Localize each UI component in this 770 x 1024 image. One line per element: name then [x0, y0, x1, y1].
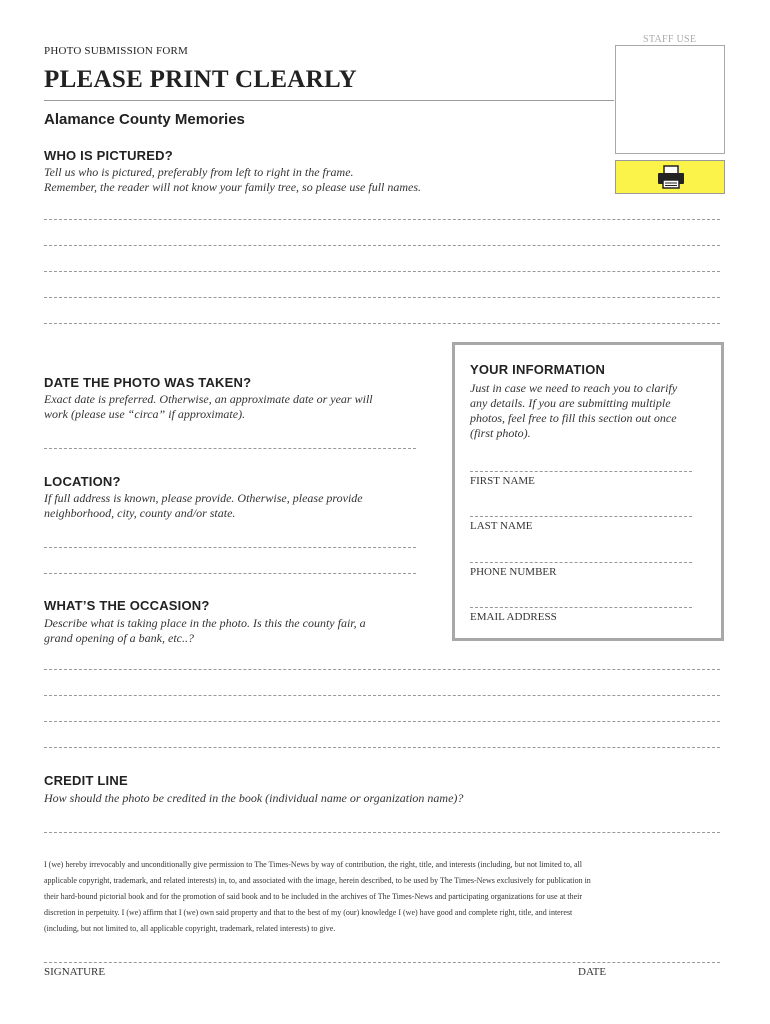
who-line-5[interactable]: [44, 323, 720, 324]
date-line[interactable]: [44, 448, 416, 449]
who-instruction-1: Tell us who is pictured, preferably from left to right in the frame.: [44, 165, 354, 179]
who-line-1[interactable]: [44, 219, 720, 220]
staff-use-label: STAFF USE: [643, 34, 697, 45]
first-name-field[interactable]: [470, 471, 692, 472]
credit-instruction: How should the photo be credited in the book (individual name or organization name)?: [44, 791, 464, 805]
legal-line-4: discretion in perpetuity. I (we) affirm that I (we) own said property and that to the best of my (our) knowledge I (we) have good and complete right, title, and interest: [44, 908, 573, 917]
occasion-line-3[interactable]: [44, 721, 720, 722]
legal-line-5: (including, but not limited to, all applicable copyright, trademark, related interests) to give.: [44, 924, 336, 933]
signature-label: SIGNATURE: [44, 966, 106, 978]
location-line-1[interactable]: [44, 547, 416, 548]
email-field[interactable]: [470, 607, 692, 608]
location-instruction-1: If full address is known, please provide. Otherwise, please provide: [44, 491, 363, 505]
last-name-field[interactable]: [470, 516, 692, 517]
first-name-label: FIRST NAME: [470, 475, 535, 487]
signature-field[interactable]: [44, 962, 720, 963]
occasion-instruction-2: grand opening of a bank, etc..?: [44, 631, 194, 645]
occasion-line-2[interactable]: [44, 695, 720, 696]
legal-line-2: applicable copyright, trademark, and related interests) in, to, and associated with the image, herein described, to be used by The Times-News exclusively for publication in: [44, 876, 591, 885]
who-line-4[interactable]: [44, 297, 720, 298]
date-instruction-1: Exact date is preferred. Otherwise, an approximate date or year will: [44, 392, 373, 406]
last-name-label: LAST NAME: [470, 520, 533, 532]
who-heading: WHO IS PICTURED?: [44, 148, 173, 163]
phone-field[interactable]: [470, 562, 692, 563]
date-heading: DATE THE PHOTO WAS TAKEN?: [44, 375, 252, 390]
occasion-heading: WHAT’S THE OCCASION?: [44, 598, 210, 613]
credit-heading: CREDIT LINE: [44, 773, 128, 788]
occasion-line-1[interactable]: [44, 669, 720, 670]
location-heading: LOCATION?: [44, 474, 121, 489]
printer-icon: [656, 165, 686, 189]
staff-use-box: [615, 45, 725, 154]
legal-line-3: their hard-bound pictorial book and for the promotion of said book and to be included in the archives of The Times-News and participating organizations for use at their: [44, 892, 583, 901]
legal-text: [44, 857, 724, 937]
your-info-instruction-1: Just in case we need to reach you to clarify: [470, 381, 678, 395]
your-info-instruction-2: any details. If you are submitting multiple: [470, 396, 671, 410]
form-label: PHOTO SUBMISSION FORM: [44, 45, 188, 57]
page-title: PLEASE PRINT CLEARLY: [44, 66, 358, 93]
date-signed-label: DATE: [578, 966, 607, 978]
who-line-3[interactable]: [44, 271, 720, 272]
occasion-instruction-1: Describe what is taking place in the photo. Is this the county fair, a: [44, 616, 366, 630]
date-instruction-2: work (please use “circa” if approximate).: [44, 407, 246, 421]
your-info-heading: YOUR INFORMATION: [470, 362, 606, 377]
who-line-2[interactable]: [44, 245, 720, 246]
your-info-instruction-3: photos, feel free to fill this section out once: [470, 411, 677, 425]
your-info-instruction-4: (first photo).: [470, 426, 531, 440]
phone-label: PHONE NUMBER: [470, 566, 557, 578]
occasion-line-4[interactable]: [44, 747, 720, 748]
title-rule: [44, 100, 614, 101]
page-subtitle: Alamance County Memories: [44, 111, 245, 128]
your-information-box: [452, 342, 724, 641]
legal-line-1: I (we) hereby irrevocably and unconditionally give permission to The Times-News by way of contribution, the right, title, and interests (including, but not limited to, all: [44, 860, 582, 869]
print-button[interactable]: [615, 160, 725, 194]
email-label: EMAIL ADDRESS: [470, 611, 557, 623]
location-line-2[interactable]: [44, 573, 416, 574]
who-instruction-2: Remember, the reader will not know your family tree, so please use full names.: [44, 180, 422, 194]
credit-line[interactable]: [44, 832, 720, 833]
location-instruction-2: neighborhood, city, county and/or state.: [44, 506, 236, 520]
